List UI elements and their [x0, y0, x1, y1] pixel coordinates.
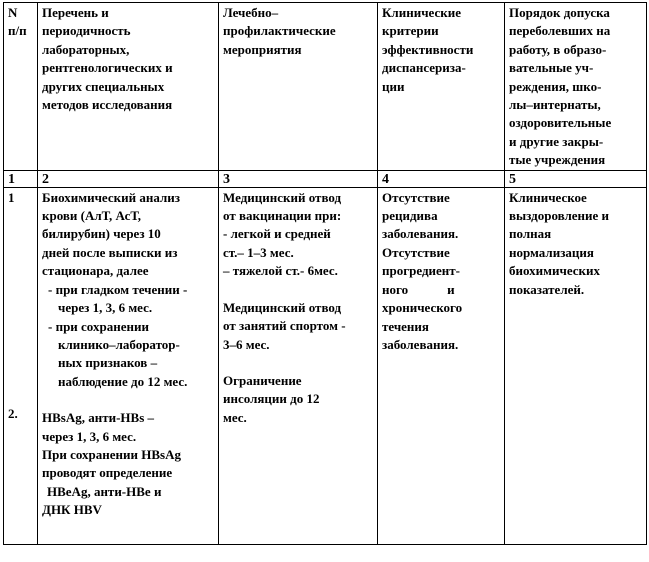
cell-text: мес.: [223, 409, 247, 425]
header-cell-criteria: [378, 3, 505, 171]
header-text: критерии: [382, 23, 439, 39]
cell-text: 3–6 мес.: [223, 336, 270, 352]
header-text: Клинические: [382, 5, 461, 20]
cell-text: ст.– 1–3 мес.: [223, 244, 294, 260]
header-cell-admission: [505, 3, 647, 171]
cell-text: – тяжелой ст.- 6мес.: [223, 263, 338, 279]
column-number-row: [4, 170, 647, 187]
cell-text: HBeAg, анти-HBe и: [47, 483, 162, 499]
header-text: других специальных: [42, 78, 165, 94]
item-number: 1: [8, 189, 15, 205]
header-text: оздоровительные: [509, 115, 612, 131]
cell-text: - легкой и средней: [223, 226, 331, 242]
cell-text: хронического: [382, 300, 463, 316]
cell-text: ДНК HBV: [42, 502, 102, 518]
cell-text: инсоляции до 12: [223, 391, 320, 407]
cell-text: ных признаков –: [58, 355, 158, 371]
header-text: лабораторных,: [42, 41, 130, 57]
header-text: методов исследования: [42, 97, 173, 113]
header-text: N: [8, 5, 18, 20]
header-text: периодичность: [42, 23, 131, 39]
header-text: рентгенологических и: [42, 60, 173, 76]
cell-text: нормализация: [509, 244, 594, 260]
column-number: 5: [505, 170, 647, 187]
cell-methods: [38, 187, 219, 544]
cell-text: полная: [509, 226, 552, 242]
header-text: тые учреждения: [509, 152, 606, 168]
cell-text: показателей.: [509, 281, 585, 297]
column-number: 4: [378, 170, 505, 187]
cell-text: Биохимический анализ: [42, 189, 180, 205]
header-text: работу, в образо-: [509, 41, 607, 57]
table-row: [4, 187, 647, 544]
cell-text: ного и: [382, 281, 455, 297]
header-text: и другие закры-: [509, 133, 604, 149]
header-text: Порядок допуска: [509, 5, 610, 20]
header-text: диспансериза-: [382, 60, 466, 76]
cell-text: Ограничение: [223, 372, 302, 388]
header-cell-measures: [219, 3, 378, 171]
cell-text: прогредиент-: [382, 263, 460, 279]
cell-text: Медицинский отвод: [223, 189, 342, 205]
cell-text: билирубин) через 10: [42, 226, 161, 242]
cell-text: клинико–лаборатор-: [58, 336, 180, 352]
cell-text: При сохранении HBsAg: [42, 446, 181, 462]
cell-item-number: [4, 187, 38, 544]
cell-text: заболевания.: [382, 226, 459, 242]
cell-text: крови (АлТ, АсТ,: [42, 208, 141, 224]
header-text: эффективности: [382, 41, 474, 57]
cell-text: наблюдение до 12 мес.: [58, 373, 188, 389]
column-number: 1: [4, 170, 38, 187]
cell-text: Медицинский отвод: [223, 299, 342, 315]
header-text: п/п: [8, 23, 27, 39]
cell-text: от занятий спортом -: [223, 318, 346, 334]
cell-text: от вакцинации при:: [223, 208, 342, 224]
cell-text: через 1, 3, 6 мес.: [42, 428, 137, 444]
column-number: 3: [219, 170, 378, 187]
item-number: 2.: [8, 406, 18, 422]
header-text: мероприятия: [223, 41, 302, 57]
cell-text: течения: [382, 318, 429, 334]
header-text: ции: [382, 78, 405, 94]
header-text: переболевших на: [509, 23, 611, 39]
header-text: профилактические: [223, 23, 336, 39]
cell-text: биохимических: [509, 263, 601, 279]
cell-text: стационара, далее: [42, 263, 149, 279]
cell-text: выздоровление и: [509, 208, 610, 224]
cell-admission: [505, 187, 647, 544]
cell-criteria: [378, 187, 505, 544]
header-text: лы–интернаты,: [509, 97, 601, 113]
header-row: [4, 3, 647, 171]
header-text: Лечебно–: [223, 5, 279, 20]
header-text: вательные уч-: [509, 60, 594, 76]
header-text: реждения, шко-: [509, 78, 602, 94]
cell-text: заболевания.: [382, 336, 459, 352]
cell-text: рецидива: [382, 208, 438, 224]
cell-text: проводят определение: [42, 465, 173, 481]
header-cell-number: [4, 3, 38, 171]
cell-text: - при сохранении: [48, 318, 149, 334]
cell-measures: [219, 187, 378, 544]
cell-text: HBsAg, анти-HBs –: [42, 410, 155, 426]
cell-text: Отсутствие: [382, 244, 450, 260]
cell-text: через 1, 3, 6 мес.: [58, 300, 153, 316]
cell-text: - при гладком течении -: [48, 281, 188, 297]
document-table: [3, 2, 647, 545]
header-cell-methods: [38, 3, 219, 171]
cell-text: Клиническое: [509, 189, 587, 205]
cell-text: Отсутствие: [382, 189, 450, 205]
column-number: 2: [38, 170, 219, 187]
cell-text: дней после выписки из: [42, 244, 178, 260]
header-text: Перечень и: [42, 5, 109, 20]
